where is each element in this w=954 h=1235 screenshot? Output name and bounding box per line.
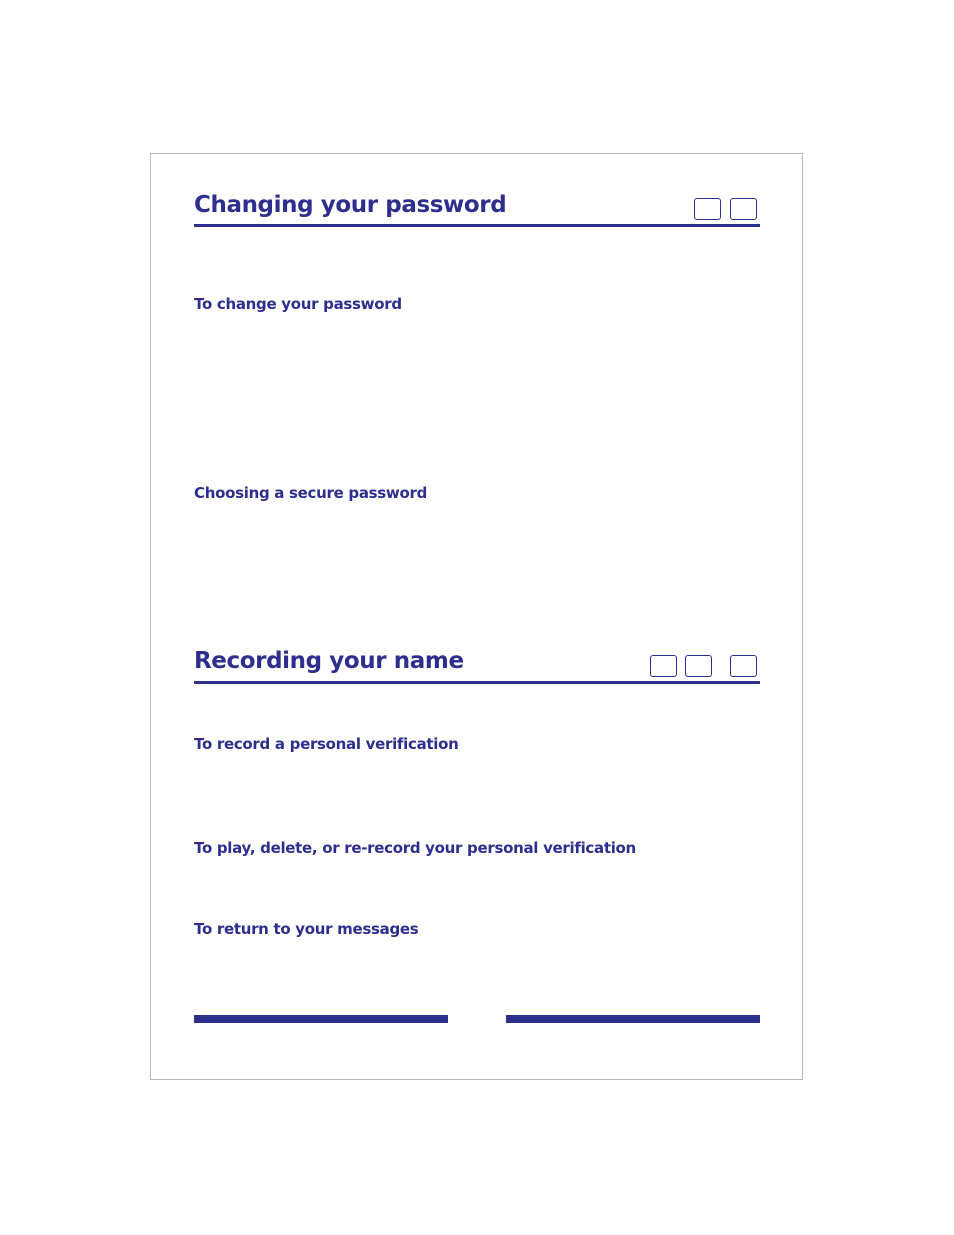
footer-bar-left xyxy=(194,1015,448,1023)
title-underline xyxy=(194,681,760,684)
section-title-recording-name: Recording your name xyxy=(194,648,464,674)
subheading-play-delete-rerecord: To play, delete, or re-record your personal verification xyxy=(194,839,636,857)
keypad-key-box xyxy=(685,655,712,677)
subheading-record-verification: To record a personal verification xyxy=(194,735,459,753)
section-title-changing-password: Changing your password xyxy=(194,192,507,218)
title-underline xyxy=(194,224,760,227)
keypad-key-box xyxy=(730,655,757,677)
keypad-key-box xyxy=(730,198,757,220)
footer-bar-right xyxy=(506,1015,760,1023)
page-frame xyxy=(150,153,803,1080)
keypad-key-box xyxy=(694,198,721,220)
keypad-key-box xyxy=(650,655,677,677)
subheading-change-password: To change your password xyxy=(194,295,402,313)
subheading-return-to-messages: To return to your messages xyxy=(194,920,419,938)
subheading-secure-password: Choosing a secure password xyxy=(194,484,428,502)
